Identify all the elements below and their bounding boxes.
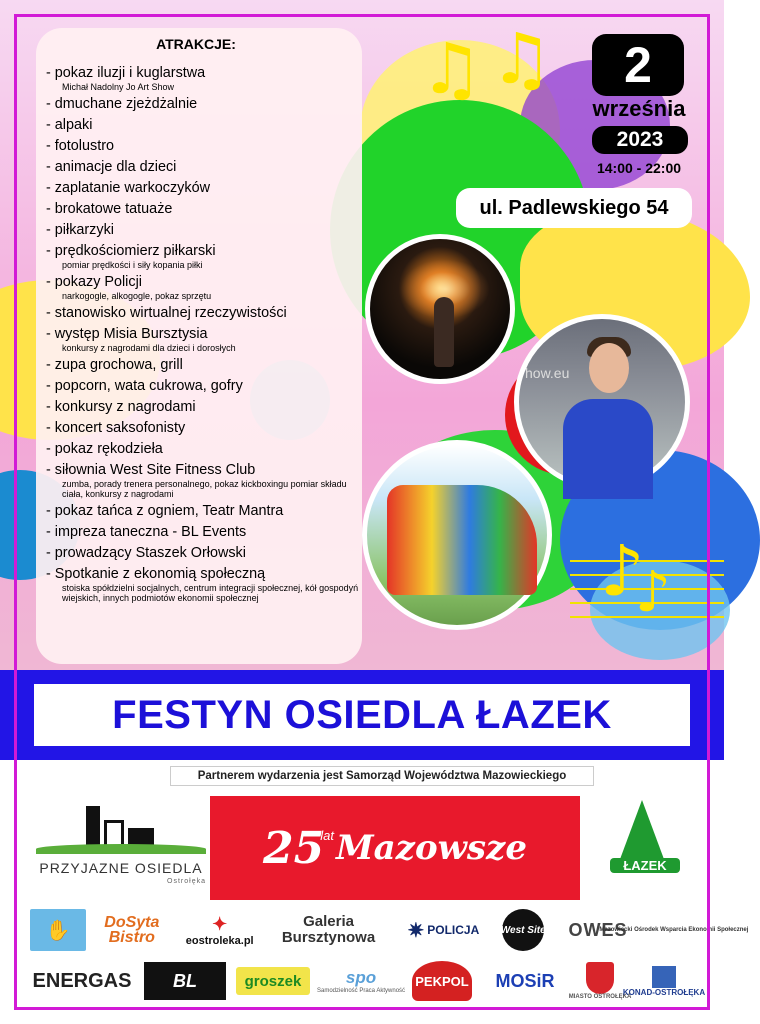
- attraction-item: [46, 325, 362, 353]
- przyjazne-subtitle: Ostrołęka: [167, 878, 206, 885]
- attraction-name: - konkursy z nagrodami: [46, 399, 196, 415]
- galeria-line1: Galeria: [303, 913, 354, 930]
- bouncy-slide-photo: [362, 440, 552, 630]
- illusion-show-photo: [514, 314, 690, 490]
- fire-show-photo: [365, 234, 515, 384]
- attraction-detail: Michał Nadolny Jo Art Show: [62, 82, 175, 92]
- attractions-list: [46, 64, 362, 603]
- attraction-detail: narkogogle, alkogogle, pokaz sprzętu: [62, 291, 212, 301]
- attraction-name: - alpaki: [46, 117, 93, 133]
- mazowsze-logo: [210, 796, 580, 900]
- building-icon: [652, 966, 676, 988]
- konad-logo: [622, 959, 706, 1003]
- mazowsze-lat: lat: [320, 827, 334, 843]
- attraction-name: - zaplatanie warkoczyków: [46, 180, 210, 196]
- attraction-item: [46, 200, 362, 218]
- galeria-line2: Bursztynowa: [281, 929, 376, 946]
- mosir-logo: MOSiR: [495, 970, 555, 991]
- attraction-item: [46, 440, 362, 458]
- attraction-item: [46, 221, 362, 239]
- policja-name: POLICJA: [427, 923, 480, 937]
- sponsor-row: [30, 958, 706, 1004]
- bl-events-logo: BL: [144, 962, 226, 1000]
- attraction-item: [46, 356, 362, 374]
- event-title: FESTYN OSIEDLA ŁAZEK: [34, 684, 690, 746]
- attraction-name: - występ Misia Bursztysia: [46, 326, 208, 342]
- attraction-detail: konkursy z nagrodami dla dzieci i dorosłych: [62, 343, 236, 353]
- music-note-icon: ♫: [420, 28, 483, 110]
- spo-subtitle: Samodzielność Praca Aktywność: [316, 988, 406, 994]
- pekpol-logo: PEKPOL: [412, 961, 472, 1001]
- spo-logo: [316, 959, 406, 1003]
- event-day: 2: [592, 34, 684, 96]
- galeria-logo: [273, 908, 385, 952]
- attraction-item: [46, 137, 362, 155]
- attraction-item: [46, 158, 362, 176]
- attraction-item: [46, 179, 362, 197]
- owes-logo: OWES: [568, 919, 628, 940]
- dosyta-logo: [97, 908, 167, 952]
- eostroleka-name: eostroleka.pl: [185, 934, 254, 947]
- attraction-item: [46, 242, 362, 270]
- miasto-ostroleka-logo: [568, 959, 632, 1003]
- attraction-name: - fotolustro: [46, 138, 114, 154]
- attraction-name: - brokatowe tatuaże: [46, 201, 173, 217]
- attraction-name: - animacje dla dzieci: [46, 159, 177, 175]
- show-banner-text: how.eu: [525, 365, 570, 381]
- attraction-item: [46, 565, 362, 603]
- przyjazne-osiedla-logo: [36, 806, 206, 890]
- mazowsze-name: Mazowsze: [335, 828, 527, 868]
- west-site-logo: West Site: [502, 909, 544, 951]
- mow-logo: Mazowiecki Ośrodek Wsparcia Ekonomii Społecznej: [599, 926, 749, 933]
- event-address: ul. Padlewskiego 54: [456, 188, 692, 228]
- grass-icon: [36, 844, 206, 854]
- attraction-name: - Spotkanie z ekonomią społeczną: [46, 566, 266, 582]
- attraction-item: [46, 502, 362, 520]
- miasto-name: MIASTO OSTROŁĘKA: [568, 994, 632, 1000]
- konad-name: KONAD-OSTROŁĘKA: [622, 987, 706, 997]
- attractions-title: ATRAKCJE:: [156, 36, 236, 52]
- sponsor-row: [30, 906, 749, 954]
- attraction-item: [46, 95, 362, 113]
- attraction-item: [46, 419, 362, 437]
- attraction-item: [46, 116, 362, 134]
- attraction-item: [46, 544, 362, 562]
- eostroleka-mark-icon: ✦: [212, 913, 228, 934]
- groszek-logo: groszek: [236, 967, 310, 995]
- attraction-name: - pokaz rękodzieła: [46, 441, 163, 457]
- energas-logo: ENERGAS: [32, 969, 132, 992]
- attraction-name: - prędkościomierz piłkarski: [46, 243, 216, 259]
- music-note-icon: ♫: [490, 18, 553, 100]
- attraction-name: - koncert saksofonisty: [46, 420, 186, 436]
- music-note-icon: ♪: [635, 560, 671, 625]
- lazek-text: ŁAZEK: [610, 858, 680, 873]
- attraction-name: - siłownia West Site Fitness Club: [46, 462, 256, 478]
- police-star-icon: ✷: [407, 919, 425, 942]
- music-notes: [420, 18, 580, 138]
- dosyta-name: DoSyta: [104, 914, 160, 931]
- helping-hand-icon: ✋: [30, 909, 86, 951]
- policja-logo: [395, 908, 491, 952]
- attraction-name: - piłkarzyki: [46, 222, 114, 238]
- attraction-item: [46, 304, 362, 322]
- attraction-item: [46, 461, 362, 499]
- attraction-name: - zupa grochowa, grill: [46, 357, 183, 373]
- attraction-item: [46, 523, 362, 541]
- skyline-icon: [86, 806, 156, 846]
- attractions-card: [36, 28, 362, 664]
- attraction-detail: zumba, porady trenera personalnego, pokaz kickboxingu pomiar składu ciała, konkursy z nagrodami: [62, 479, 347, 499]
- przyjazne-title: PRZYJAZNE OSIEDLA: [39, 860, 203, 876]
- attraction-item: [46, 398, 362, 416]
- attraction-name: - pokazy Policji: [46, 274, 142, 290]
- attraction-name: - pokaz iluzji i kuglarstwa: [46, 65, 206, 81]
- attraction-detail: pomiar prędkości i siły kopania piłki: [62, 260, 203, 270]
- partner-note: Partnerem wydarzenia jest Samorząd Województwa Mazowieckiego: [170, 766, 594, 786]
- title-banner: [0, 670, 724, 760]
- dosyta-bistro: Bistro: [108, 929, 155, 946]
- event-year: 2023: [592, 126, 688, 154]
- event-hours: 14:00 - 22:00: [596, 160, 682, 176]
- attraction-item: [46, 64, 362, 92]
- event-month: września: [592, 96, 686, 121]
- lazek-logo: [600, 800, 690, 890]
- attraction-item: [46, 377, 362, 395]
- city-crest-icon: [586, 962, 614, 994]
- attraction-name: - dmuchane zjeżdżalnie: [46, 96, 198, 112]
- attraction-name: - popcorn, wata cukrowa, gofry: [46, 378, 243, 394]
- attraction-name: - stanowisko wirtualnej rzeczywistości: [46, 305, 287, 321]
- attraction-name: - prowadzący Staszek Orłowski: [46, 545, 246, 561]
- mazowsze-number: 25: [263, 822, 325, 874]
- attraction-item: [46, 273, 362, 301]
- attraction-name: - pokaz tańca z ogniem, Teatr Mantra: [46, 503, 284, 519]
- music-note-icon: ♪: [600, 530, 645, 612]
- spo-name: spo: [345, 968, 377, 987]
- attraction-detail: stoiska spółdzielni socjalnych, centrum integracji społecznej, kół gospodyń wiejskich, innych podmiotów ekonomii społecznej: [62, 583, 359, 603]
- eostroleka-logo: [178, 908, 262, 952]
- attraction-name: - impreza taneczna - BL Events: [46, 524, 247, 540]
